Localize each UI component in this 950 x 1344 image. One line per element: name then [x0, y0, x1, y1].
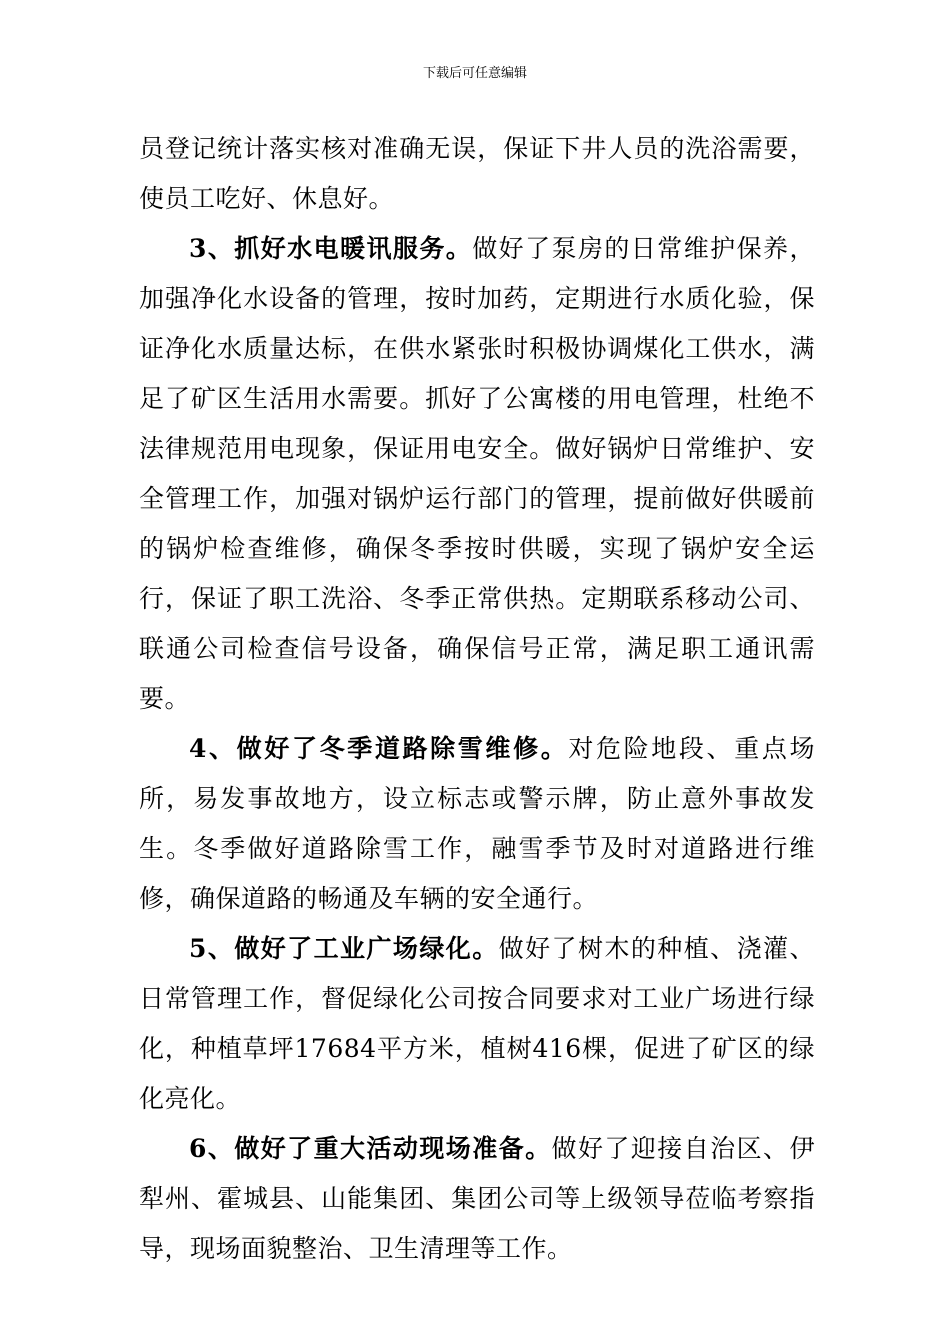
paragraph-heading: 3、抓好水电暖讯服务。 — [189, 234, 473, 263]
paragraph-heading: 6、做好了重大活动现场准备。 — [189, 1134, 552, 1163]
paragraph-greening — [139, 924, 815, 1124]
paragraph-text: 做好了迎接自治区、伊犁州、霍城县、山能集团、集团公司等上级领导莅临考察指导，现场面貌整治、卫生清理等工作。 — [139, 1134, 815, 1263]
paragraph-text: 做好了树木的种植、浇灌、日常管理工作，督促绿化公司按合同要求对工业广场进行绿化，种植草坪17684平方米，植树416棵，促进了矿区的绿化亮化。 — [139, 934, 815, 1113]
paragraph-road-snow — [139, 724, 815, 924]
paragraph-text: 对危险地段、重点场所，易发事故地方，设立标志或警示牌，防止意外事故发生。冬季做好道路除雪工作，融雪季节及时对道路进行维修，确保道路的畅通及车辆的安全通行。 — [139, 734, 815, 913]
paragraph-continuation — [139, 124, 815, 224]
paragraph-text: 员登记统计落实核对准确无误，保证下井人员的洗浴需要，使员工吃好、休息好。 — [139, 134, 815, 213]
paragraph-text: 做好了泵房的日常维护保养，加强净化水设备的管理，按时加药，定期进行水质化验，保证净化水质量达标，在供水紧张时积极协调煤化工供水，满足了矿区生活用水需要。抓好了公寓楼的用电管理，杜绝不法律规范用电现象，保证用电安全。做好锅炉日常维护、安全管理工作，加强对锅炉运行部门的管理，提前做好供暖前的锅炉检查维修，确保冬季按时供暖，实现了锅炉安全运行，保证了职工洗浴、冬季正常供热。定期联系移动公司、联通公司检查信号设备，确保信号正常，满足职工通讯需要。 — [139, 234, 815, 713]
paragraph-water-electricity — [139, 224, 815, 724]
paragraph-heading: 5、做好了工业广场绿化。 — [189, 934, 499, 963]
paragraph-heading: 4、做好了冬季道路除雪维修。 — [189, 734, 569, 763]
page-header: 下载后可任意编辑 — [422, 66, 527, 81]
paragraph-major-events — [139, 1124, 815, 1274]
document-body — [139, 124, 815, 1274]
